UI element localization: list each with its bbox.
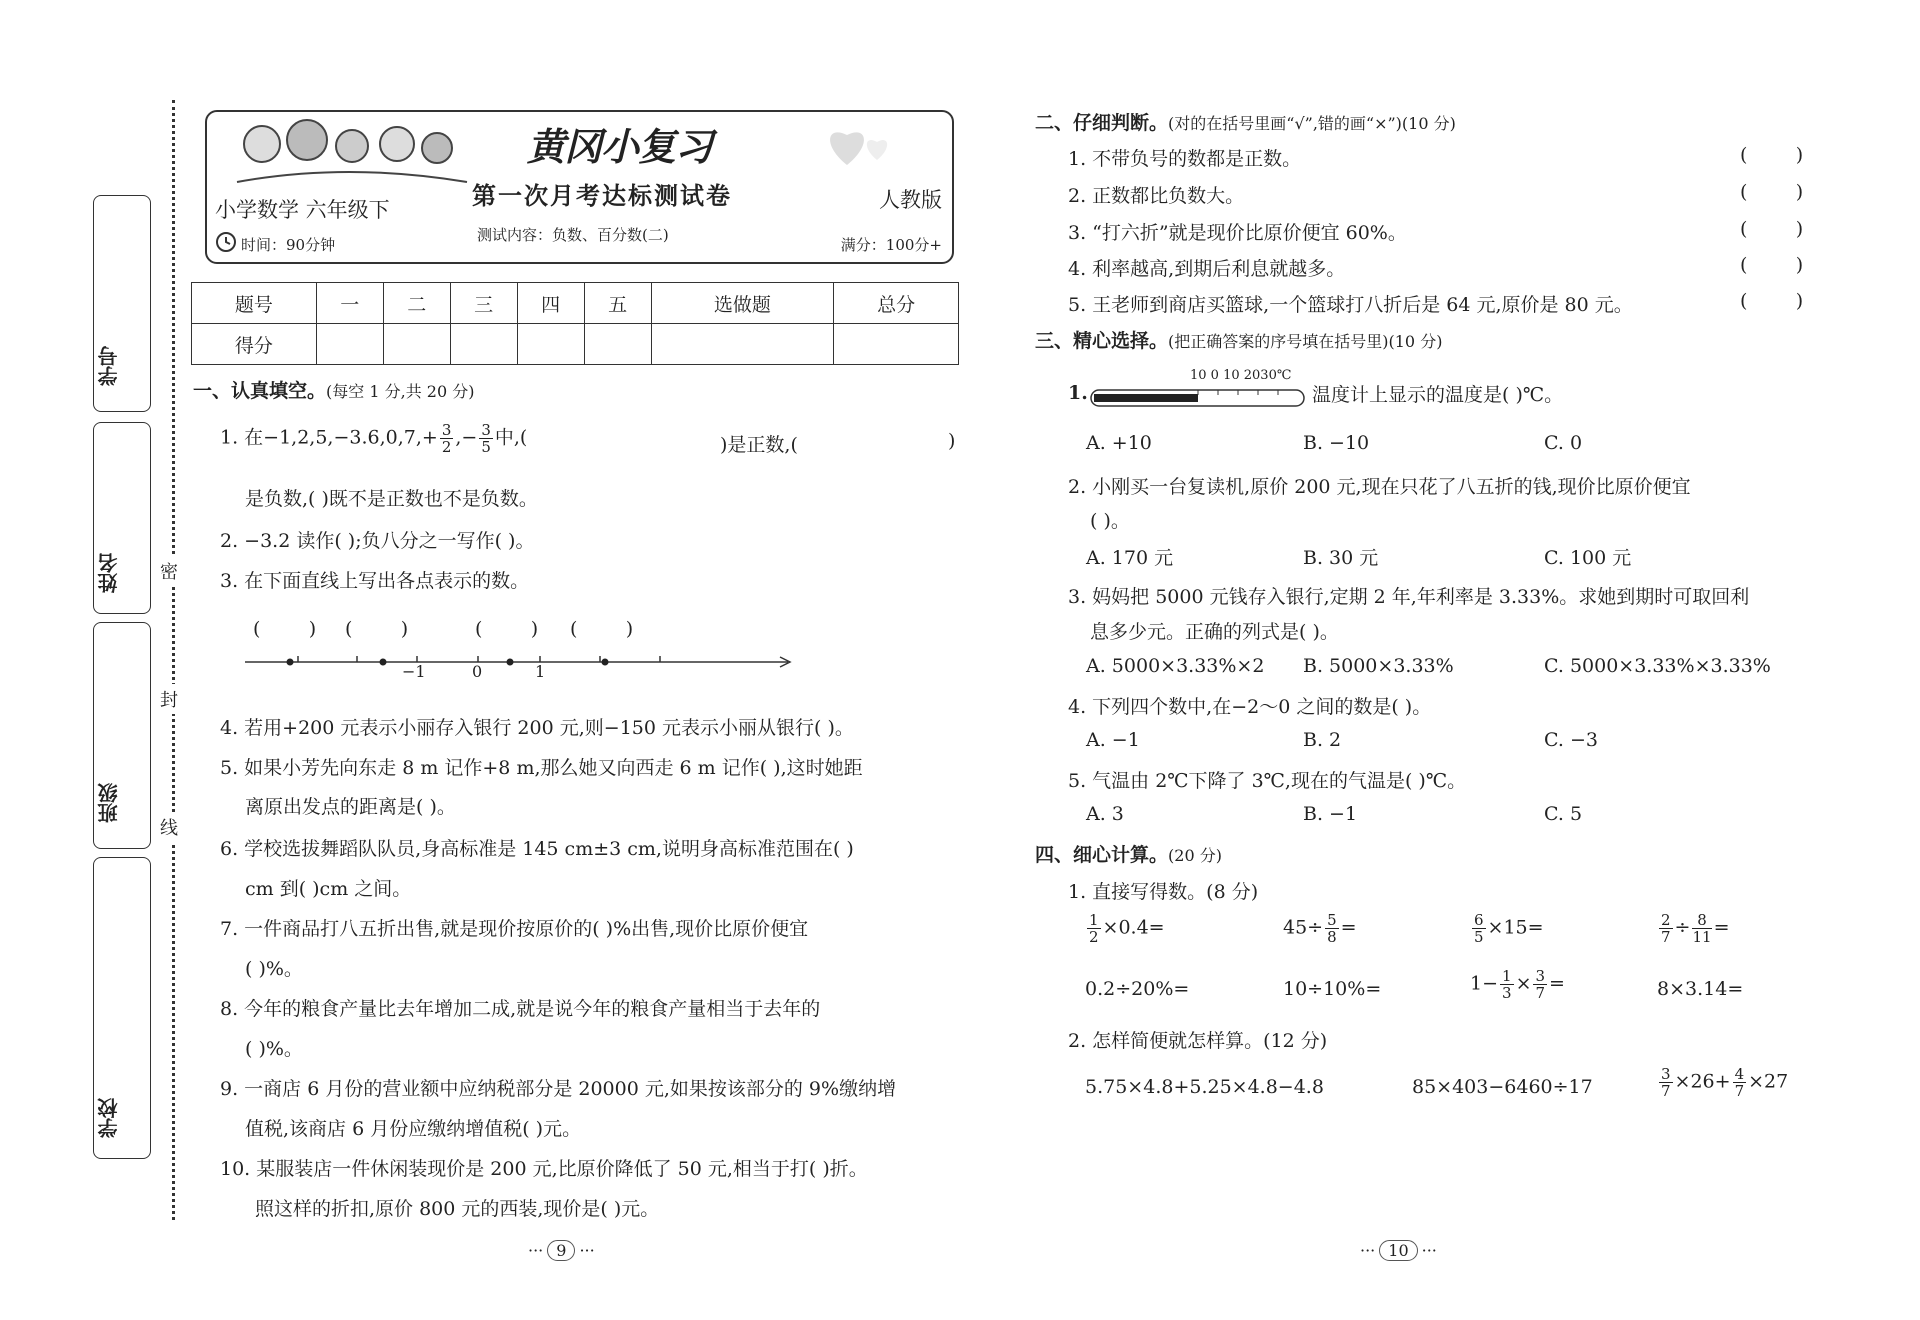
score-cell: 选做题 (651, 283, 834, 324)
p2-item: 3. “打六折”就是现价比原价便宜 60%。 (1068, 222, 1407, 244)
heart-decoration (817, 120, 907, 170)
p1-q1-positives: )是正数,( (720, 434, 798, 456)
p1-q7-line2: ( )%。 (245, 958, 303, 980)
subject-grade: 小学数学 六年级下 (215, 198, 390, 222)
calc-item: 1− $\frac{1}{3}$ × $\frac{3}{7}$ = (1470, 967, 1565, 1002)
name-box[interactable] (93, 422, 151, 614)
p1-q1-line1: 1. 在−1,2,5,−3.6,0,7,+ $\frac{3}{2}$ ,− $\frac{3}{5}$ 中,( (220, 421, 528, 456)
p2-item: 1. 不带负号的数都是正数。 (1068, 148, 1302, 170)
calc-item: $\frac{2}{7}$ ÷ $\frac{8}{11}$ = (1661, 911, 1730, 946)
p1-q2: 2. −3.2 读作( );负八分之一写作( )。 (220, 530, 535, 552)
p1-q4: 4. 若用+200 元表示小丽存入银行 200 元,则−150 元表示小丽从银行( )。 (220, 717, 854, 739)
judge-blank[interactable]: ( ) (1740, 254, 1804, 276)
part2-heading: 二、仔细判断。(对的在括号里画“√”,错的画“×”)(10 分) (1035, 112, 1456, 134)
exam-time: 时间：90分钟 (241, 236, 336, 254)
tick-label: 0 (472, 662, 483, 681)
page-number-left: ··· 9 ··· (528, 1241, 595, 1260)
p3-q4: 4. 下列四个数中,在−2～0 之间的数是( )。 (1068, 696, 1432, 718)
choice-option[interactable]: B. −1 (1303, 803, 1358, 825)
school-label: 学校 (97, 1098, 121, 1138)
score-cell: 二 (383, 283, 450, 324)
score-table (191, 282, 959, 365)
choice-option[interactable]: B. 5000×3.33% (1303, 655, 1454, 677)
choice-option[interactable]: A. −1 (1086, 729, 1140, 751)
score-cell: 总分 (834, 283, 959, 324)
p1-q10-line1: 10. 某服装店一件休闲装现价是 200 元,比原价降低了 50 元,相当于打( )折。 (220, 1158, 868, 1180)
number-line-blank[interactable]: ( ) (253, 618, 317, 640)
score-cell: 一 (316, 283, 383, 324)
score-input-cell[interactable] (383, 324, 450, 365)
number-line-blank[interactable]: ( ) (570, 618, 634, 640)
calc-item: 45÷ $\frac{5}{8}$ = (1283, 911, 1357, 946)
student-id-label: 学号 (97, 346, 121, 386)
seal-char-xian: 线 (160, 812, 178, 842)
choice-option[interactable]: B. 2 (1303, 729, 1342, 751)
score-cell: 五 (584, 283, 651, 324)
p2-item: 2. 正数都比负数大。 (1068, 185, 1245, 207)
score-row-label: 得分 (192, 324, 317, 365)
p2-item: 4. 利率越高,到期后利息就越多。 (1068, 258, 1346, 280)
seal-char-feng: 封 (160, 684, 178, 714)
seal-char-mi: 密 (160, 556, 178, 586)
thermometer-icon (1088, 384, 1310, 412)
calc-item: 0.2÷20%= (1085, 978, 1190, 1000)
number-line-blank[interactable]: ( ) (475, 618, 539, 640)
p4-sub1: 1. 直接写得数。(8 分) (1068, 881, 1259, 903)
number-line-blank[interactable]: ( ) (345, 618, 409, 640)
class-box[interactable] (93, 622, 151, 849)
choice-option[interactable]: C. 5000×3.33%×3.33% (1544, 655, 1771, 677)
page-number-right: ··· 10 ··· (1360, 1241, 1437, 1260)
school-box[interactable] (93, 857, 151, 1159)
score-input-cell[interactable] (316, 324, 383, 365)
thermometer-scale: 10 0 10 2030℃ (1190, 368, 1292, 383)
children-illustration (227, 114, 477, 184)
choice-option[interactable]: C. 5 (1544, 803, 1583, 825)
brand-logo: 黄冈小复习 (527, 125, 713, 169)
number-line (240, 648, 800, 688)
tick-label: 1 (535, 662, 546, 681)
score-cell: 三 (450, 283, 517, 324)
tick-label: −1 (402, 662, 426, 681)
choice-option[interactable]: A. 3 (1086, 803, 1124, 825)
seal-dotted-line (172, 100, 175, 1220)
part1-heading: 一、认真填空。(每空 1 分,共 20 分) (193, 380, 475, 402)
p1-q5-line1: 5. 如果小芳先向东走 8 m 记作+8 m,那么她又向西走 6 m 记作( ),这时她距 (220, 757, 863, 779)
fraction: $\frac{3}{5}$ (481, 421, 491, 456)
score-input-cell[interactable] (517, 324, 584, 365)
p1-q1-close: ) (948, 430, 956, 452)
simplify-item: $\frac{3}{7}$ ×26+ $\frac{4}{7}$ ×27 (1661, 1065, 1789, 1100)
p1-q6-line1: 6. 学校选拔舞蹈队队员,身高标准是 145 cm±3 cm,说明身高标准范围在( ) (220, 838, 854, 860)
exam-title: 第一次月考达标测试卷 (472, 181, 732, 210)
p3-q5: 5. 气温由 2℃下降了 3℃,现在的气温是( )℃。 (1068, 770, 1467, 792)
simplify-item: 5.75×4.8+5.25×4.8−4.8 (1085, 1076, 1324, 1098)
choice-option[interactable]: A. +10 (1086, 432, 1152, 454)
p1-q8-line2: ( )%。 (245, 1038, 303, 1060)
choice-option[interactable]: C. 100 元 (1544, 547, 1632, 569)
p3-q2-line2: ( )。 (1090, 510, 1130, 532)
judge-blank[interactable]: ( ) (1740, 290, 1804, 312)
calc-item: 10÷10%= (1283, 978, 1382, 1000)
name-label: 姓名 (97, 553, 121, 593)
class-label: 班级 (97, 783, 121, 823)
p3-q3-line1: 3. 妈妈把 5000 元钱存入银行,定期 2 年,年利率是 3.33%。求她到期时可取回利 (1068, 586, 1750, 608)
simplify-item: 85×403−6460÷17 (1412, 1076, 1593, 1098)
p4-sub2: 2. 怎样简便就怎样算。(12 分) (1068, 1030, 1328, 1052)
choice-option[interactable]: C. −3 (1544, 729, 1598, 751)
p1-q6-line2: cm 到( )cm 之间。 (245, 878, 412, 900)
fraction: $\frac{3}{2}$ (441, 421, 452, 456)
score-cell: 题号 (192, 283, 317, 324)
part4-heading: 四、细心计算。(20 分) (1035, 844, 1222, 866)
judge-blank[interactable]: ( ) (1740, 181, 1804, 203)
score-input-cell[interactable] (450, 324, 517, 365)
choice-option[interactable]: B. −10 (1303, 432, 1370, 454)
edition-label: 人教版 (879, 188, 942, 212)
p1-q7-line1: 7. 一件商品打八五折出售,就是现价按原价的( )%出售,现价比原价便宜 (220, 918, 809, 940)
p3-q2-line1: 2. 小刚买一台复读机,原价 200 元,现在只花了八五折的钱,现价比原价便宜 (1068, 476, 1691, 498)
judge-blank[interactable]: ( ) (1740, 144, 1804, 166)
judge-blank[interactable]: ( ) (1740, 218, 1804, 240)
score-cell: 四 (517, 283, 584, 324)
choice-option[interactable]: B. 30 元 (1303, 547, 1379, 569)
choice-option[interactable]: A. 5000×3.33%×2 (1086, 655, 1265, 677)
p3-q3-line2: 息多少元。正确的列式是( )。 (1090, 621, 1339, 643)
clock-icon (215, 230, 237, 257)
part3-heading: 三、精心选择。(把正确答案的序号填在括号里)(10 分) (1035, 330, 1443, 352)
p1-q3: 3. 在下面直线上写出各点表示的数。 (220, 570, 530, 592)
score-input-cell[interactable] (584, 324, 651, 365)
calc-item: $\frac{6}{5}$ ×15= (1474, 911, 1544, 946)
calc-item: 8×3.14= (1657, 978, 1744, 1000)
test-content: 测试内容：负数、百分数(二) (477, 226, 669, 244)
choice-option[interactable]: C. 0 (1544, 432, 1583, 454)
p2-item: 5. 王老师到商店买篮球,一个篮球打八折后是 64 元,原价是 80 元。 (1068, 294, 1633, 316)
p1-q8-line1: 8. 今年的粮食产量比去年增加二成,就是说今年的粮食产量相当于去年的 (220, 998, 821, 1020)
p3-q1-text: 温度计上显示的温度是( )℃。 (1312, 384, 1564, 406)
p1-q9-line2: 值税,该商店 6 月份应缴纳增值税( )元。 (245, 1118, 582, 1140)
score-input-cell[interactable] (834, 324, 959, 365)
p1-q9-line1: 9. 一商店 6 月份的营业额中应纳税部分是 20000 元,如果按该部分的 9%缴纳增 (220, 1078, 897, 1100)
score-input-cell[interactable] (651, 324, 834, 365)
score-table-header-row (192, 283, 959, 324)
p1-q10-line2: 照这样的折扣,原价 800 元的西装,现价是( )元。 (255, 1198, 660, 1220)
score-table-score-row (192, 324, 959, 365)
p1-q1-line2: 是负数,( )既不是正数也不是负数。 (245, 488, 538, 510)
p3-q1-number: 1. (1068, 382, 1088, 404)
exam-header (205, 110, 954, 264)
choice-option[interactable]: A. 170 元 (1086, 547, 1174, 569)
student-id-box[interactable] (93, 195, 151, 412)
p1-q5-line2: 离原出发点的距离是( )。 (245, 796, 456, 818)
full-score: 满分：100分+ (840, 236, 942, 254)
calc-item: $\frac{1}{2}$ ×0.4= (1089, 911, 1165, 946)
